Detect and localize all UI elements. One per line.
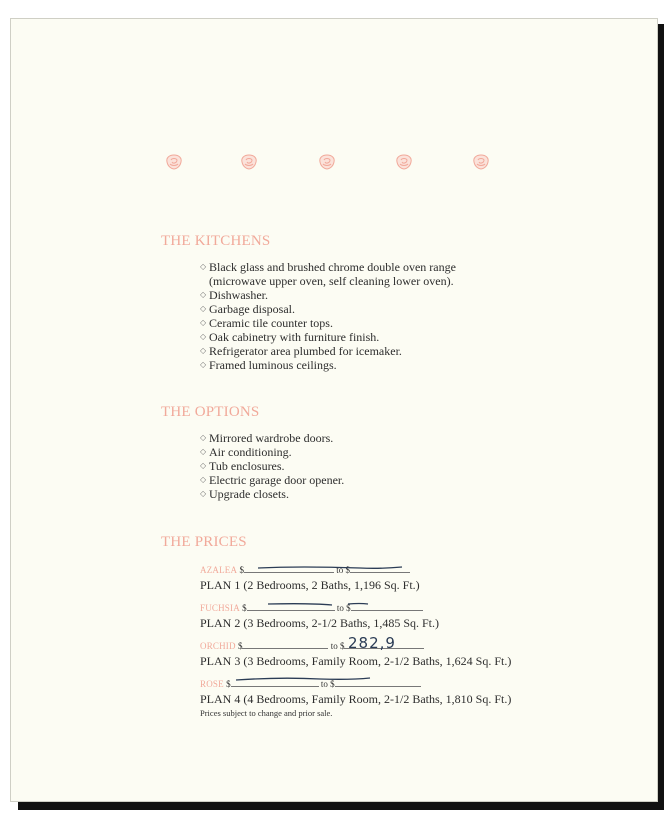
- options-list: [200, 431, 344, 501]
- rose-icon: [238, 152, 260, 172]
- handwritten-price: 282,9: [348, 634, 396, 652]
- price-row-azalea: [200, 562, 540, 592]
- price-from-blank: [244, 562, 334, 573]
- price-row-rose: [200, 676, 540, 706]
- price-to-blank: [335, 676, 421, 687]
- rose-icon: [163, 152, 185, 172]
- list-item: ◇ Upgrade closets.: [200, 487, 344, 501]
- rose-icon: [393, 152, 415, 172]
- list-item: ◇ Mirrored wardrobe doors.: [200, 431, 344, 445]
- list-item: ◇ Garbage disposal.: [200, 302, 456, 316]
- options-heading: THE OPTIONS: [161, 404, 260, 420]
- price-from-blank: [231, 676, 319, 687]
- list-item: ◇ Oak cabinetry with furniture finish.: [200, 330, 456, 344]
- to-label: to $: [330, 641, 345, 651]
- kitchens-list: [200, 260, 456, 372]
- list-item: ◇ Electric garage door opener.: [200, 473, 344, 487]
- currency-symbol: $: [239, 565, 244, 575]
- plan-description: PLAN 4 (4 Bedrooms, Family Room, 2-1/2 Baths, 1,810 Sq. Ft.): [200, 692, 512, 706]
- currency-symbol: $: [242, 603, 247, 613]
- to-label: to $: [336, 603, 351, 613]
- plan-name: ROSE: [200, 679, 224, 689]
- currency-symbol: $: [237, 641, 243, 651]
- price-to-blank: [351, 600, 423, 611]
- disclaimer: Prices subject to change and prior sale.: [200, 708, 333, 718]
- list-item: ◇ Ceramic tile counter tops.: [200, 316, 456, 330]
- price-row-orchid: [200, 634, 540, 668]
- plan-description: PLAN 2 (3 Bedrooms, 2-1/2 Baths, 1,485 Sq. Ft.): [200, 616, 440, 630]
- list-item: ◇ Framed luminous ceilings.: [200, 358, 456, 372]
- price-row-fuchsia: [200, 600, 540, 630]
- rose-icon: [316, 152, 338, 172]
- plan-name: AZALEA: [200, 565, 238, 575]
- list-item: ◇ Refrigerator area plumbed for icemaker.: [200, 344, 456, 358]
- price-from-blank: [242, 638, 328, 649]
- to-label: to $: [336, 565, 350, 575]
- price-from-blank: [247, 600, 335, 611]
- kitchens-heading: THE KITCHENS: [161, 233, 271, 249]
- plan-name: FUCHSIA: [200, 603, 240, 613]
- list-item: ◇ Dishwasher.: [200, 288, 456, 302]
- plan-description: PLAN 3 (3 Bedrooms, Family Room, 2-1/2 Baths, 1,624 Sq. Ft.): [200, 654, 512, 668]
- plan-name: ORCHID: [200, 641, 236, 651]
- list-item: ◇ Air conditioning.: [200, 445, 344, 459]
- list-item: ◇ Tub enclosures.: [200, 459, 344, 473]
- to-label: to $: [320, 679, 335, 689]
- list-item: (microwave upper oven, self cleaning lower oven).: [209, 274, 454, 288]
- list-item: ◇ Black glass and brushed chrome double oven range: [200, 260, 456, 274]
- rose-icon: [470, 152, 492, 172]
- currency-symbol: $: [226, 679, 231, 689]
- price-to-blank: [350, 562, 410, 573]
- plan-description: PLAN 1 (2 Bedrooms, 2 Baths, 1,196 Sq. Ft.): [200, 578, 420, 592]
- prices-heading: THE PRICES: [161, 534, 247, 550]
